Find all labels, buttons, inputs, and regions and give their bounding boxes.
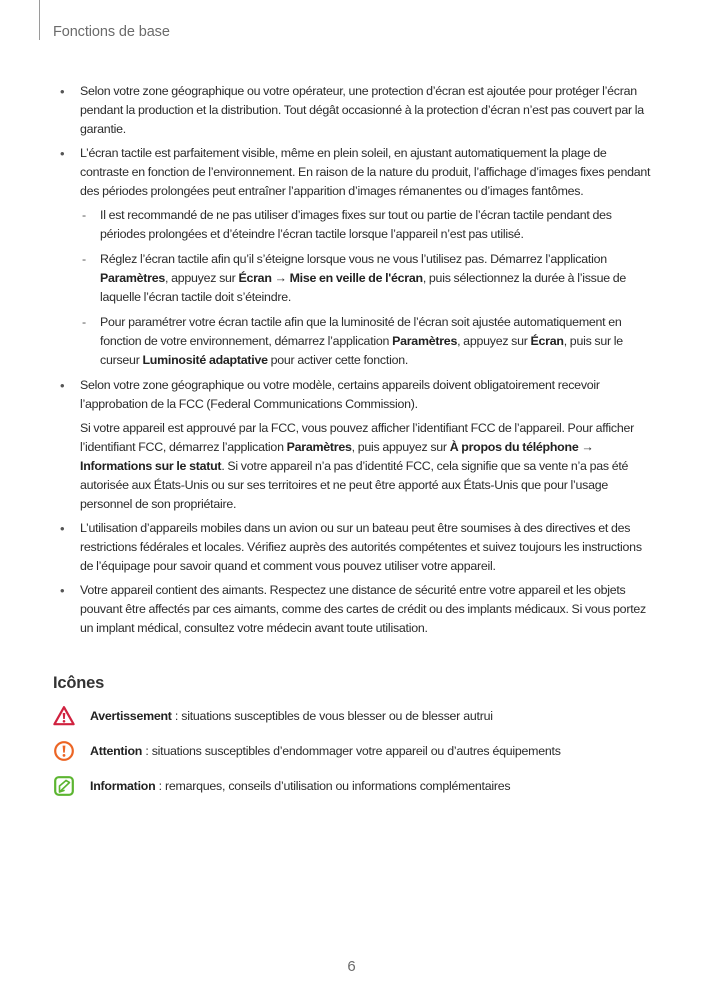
caution-circle-icon	[53, 740, 75, 762]
icon-description: : remarques, conseils d’utilisation ou informations complémentaires	[155, 779, 511, 793]
paragraph	[80, 376, 653, 414]
dash-icon: -	[82, 252, 87, 266]
paragraph	[80, 144, 653, 201]
header-divider	[39, 0, 40, 40]
text-run: , appuyez sur	[165, 271, 239, 285]
bold-term: Paramètres	[286, 440, 352, 454]
bold-term: Écran	[530, 334, 564, 348]
list-item	[53, 519, 653, 576]
paragraph	[80, 519, 653, 576]
paragraph	[100, 206, 653, 244]
text-run: pour activer cette fonction.	[267, 353, 409, 367]
paragraph	[80, 581, 653, 638]
dash-icon: -	[82, 315, 87, 329]
text-run: , appuyez sur	[457, 334, 531, 348]
icon-legend-text	[90, 742, 561, 761]
bold-term: Informations sur le statut	[80, 459, 222, 473]
icon-description: : situations susceptibles de vous blesser ou de blesser autrui	[171, 709, 493, 723]
bold-term: Mise en veille de l'écran	[289, 271, 423, 285]
icon-legend-text	[90, 777, 510, 796]
main-content	[53, 82, 653, 643]
icon-label: Attention	[90, 744, 143, 758]
bold-term: Luminosité adaptative	[142, 353, 268, 367]
text-run: Si votre appareil est approuvé par la FCC, vous pouvez afficher l’identifiant FCC de l’appareil. Pour afficher l’identifiant FCC, démarrez l’application	[80, 421, 635, 454]
list-item	[53, 144, 653, 370]
note-pencil-icon	[53, 775, 75, 797]
text-run: Selon votre zone géographique ou votre modèle, certains appareils doivent obligatoirement recevoir l’approbation de la FCC (Federal Communications Commission).	[80, 378, 600, 411]
section-title-icons: Icônes	[53, 674, 105, 692]
icon-legend-caution	[53, 740, 561, 762]
bullet-icon: •	[60, 84, 65, 99]
warning-triangle-icon	[53, 705, 75, 727]
text-run: →	[271, 271, 290, 285]
text-run: . Si votre appareil n’a pas d’identité FCC, cela signifie que sa vente n’a pas été autorisée aux États-Unis ou sur ses territoires et ne peut être apporté aux États-Unis que pour l’usage personnel de son propriétaire.	[80, 459, 629, 511]
icon-legend-information	[53, 775, 511, 797]
list-item	[53, 581, 653, 638]
bold-term: Écran	[238, 271, 272, 285]
sub-list-item	[80, 250, 653, 307]
text-run: Pour paramétrer votre écran tactile afin que la luminosité de l’écran soit ajustée automatiquement en fonction de votre environnement, démarrez l’application	[100, 315, 622, 348]
paragraph	[80, 419, 653, 514]
bullet-icon: •	[60, 146, 65, 161]
text-run: L’utilisation d’appareils mobiles dans un avion ou sur un bateau peut être soumises à des directives et des restrictions fédérales et locales. Vérifiez auprès des autorités compétentes et suivez toujours les instructions de l’équipage pour savoir quand et comment vous pouvez utiliser votre appareil.	[80, 521, 642, 573]
icon-label: Avertissement	[90, 709, 172, 723]
sub-list-item	[80, 313, 653, 370]
text-run: , puis sur le curseur	[100, 334, 623, 367]
sub-list-item	[80, 206, 653, 244]
text-run: Il est recommandé de ne pas utiliser d’images fixes sur tout ou partie de l’écran tactile pendant des périodes prolongées et d’éteindre l’écran tactile lorsque l’appareil n’est pas utilisé.	[100, 208, 612, 241]
text-run: , puis sélectionnez la durée à l’issue de laquelle l’écran tactile doit s’éteindre.	[100, 271, 627, 304]
list-item	[53, 82, 653, 139]
icon-legend-warning	[53, 705, 493, 727]
text-run: Selon votre zone géographique ou votre opérateur, une protection d’écran est ajoutée pour protéger l’écran pendant la production et la distribution. Tout dégât occasionné à la protection d’écran n’est pas couvert par la garantie.	[80, 84, 644, 136]
bullet-icon: •	[60, 378, 65, 393]
bold-term: Paramètres	[100, 271, 166, 285]
icon-label: Information	[90, 779, 156, 793]
page-number: 6	[347, 958, 356, 975]
paragraph	[100, 313, 653, 370]
text-run: L’écran tactile est parfaitement visible, même en plein soleil, en ajustant automatiquement la plage de contraste en fonction de l’environnement. En raison de la nature du produit, l’affichage d’images fixes pendant des périodes prolongées peut entraîner l’apparition d’images rémanentes ou d’images fantômes.	[80, 146, 651, 198]
paragraph	[80, 82, 653, 139]
text-run: , puis appuyez sur	[351, 440, 450, 454]
text-run: →	[578, 440, 594, 454]
icon-legend-text	[90, 707, 493, 726]
text-run: Votre appareil contient des aimants. Respectez une distance de sécurité entre votre appareil et les objets pouvant être affectés par ces aimants, comme des cartes de crédit ou des implants médicaux. Si vous portez un implant médical, consultez votre médecin avant toute utilisation.	[80, 583, 646, 635]
bullet-icon: •	[60, 521, 65, 536]
bold-term: À propos du téléphone	[449, 440, 579, 454]
paragraph	[100, 250, 653, 307]
sub-list	[80, 206, 653, 370]
notes-list	[53, 82, 653, 638]
text-run: Réglez l’écran tactile afin qu’il s’éteigne lorsque vous ne vous l’utilisez pas. Démarrez l’application	[100, 252, 607, 266]
chapter-title: Fonctions de base	[53, 24, 170, 40]
list-item	[53, 376, 653, 514]
bullet-icon: •	[60, 583, 65, 598]
icon-description: : situations susceptibles d’endommager votre appareil ou d’autres équipements	[142, 744, 561, 758]
bold-term: Paramètres	[392, 334, 458, 348]
dash-icon: -	[82, 208, 87, 222]
